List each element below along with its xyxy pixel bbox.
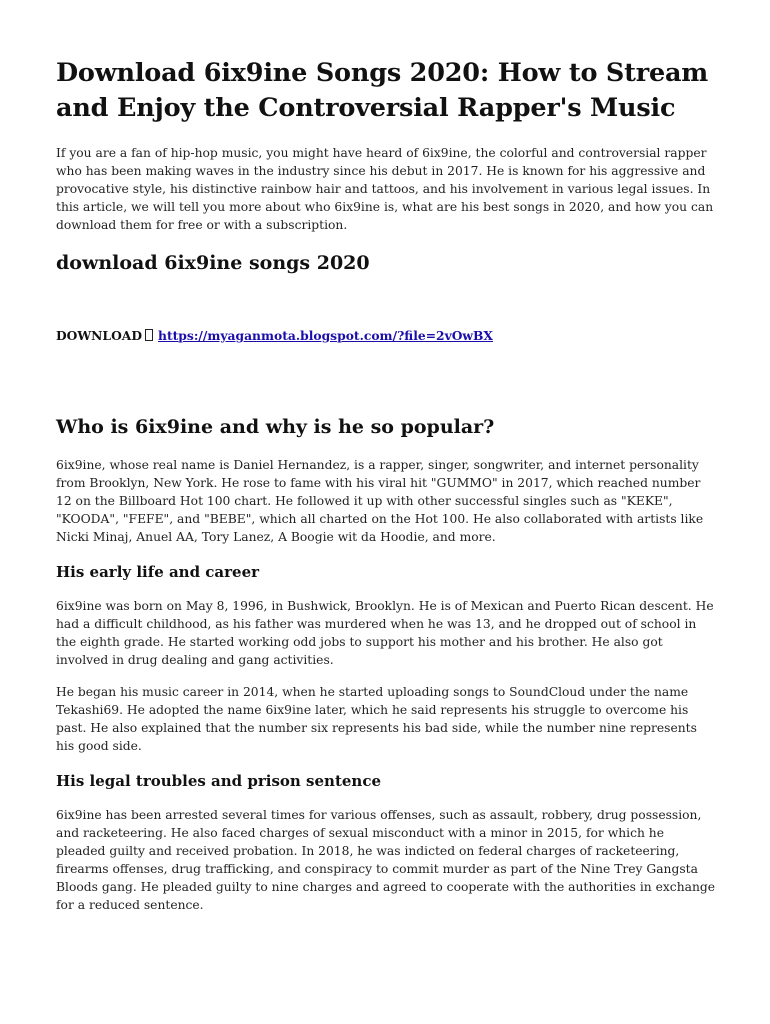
- section-heading-legal: His legal troubles and prison sentence: [56, 772, 381, 790]
- download-link[interactable]: https://myaganmota.blogspot.com/?file=2vOwBX: [158, 328, 493, 343]
- section-heading-who-is: Who is 6ix9ine and why is he so popular?: [56, 416, 495, 438]
- section-paragraph-who-is: 6ix9ine, whose real name is Daniel Hernandez, is a rapper, singer, songwriter, and internet personality from Brooklyn, New York. He rose to fame with his viral hit "GUMMO" in 2017, which reached number 12 on the Billboard Hot 100 chart. He followed it up with other successful singles such as "KEKE", "KOODA", "FEFE", and "BEBE", which all charted on the Hot 100. He also collaborated with artists like Nicki Minaj, Anuel AA, Tory Lanez, A Boogie wit da Hoodie, and more.: [56, 458, 704, 544]
- article-title: Download 6ix9ine Songs 2020: How to Stream and Enjoy the Controversial Rapper's Music: [56, 58, 709, 123]
- section-paragraph-early-life-1: 6ix9ine was born on May 8, 1996, in Bushwick, Brooklyn. He is of Mexican and Puerto Rican descent. He had a difficult childhood, as his father was murdered when he was 13, and he dropped out of school in the eighth grade. He started working odd jobs to support his mother and his brother. He also got involved in drug dealing and gang activities.: [56, 599, 714, 667]
- section-paragraph-early-life-2: He began his music career in 2014, when he started uploading songs to SoundCloud under the name Tekashi69. He adopted the name 6ix9ine later, which he said represents his struggle to overcome his past. He also explained that the number six represents his bad side, while the number nine represents his good side.: [56, 685, 697, 753]
- download-line: [56, 327, 716, 345]
- intro-paragraph: If you are a fan of hip-hop music, you might have heard of 6ix9ine, the colorful and controversial rapper who has been making waves in the industry since his debut in 2017. He is known for his aggressive and provocative style, his distinctive rainbow hair and tattoos, and his involvement in various legal issues. In this article, we will tell you more about who 6ix9ine is, what are his best songs in 2020, and how you can download them for free or with a subscription.: [56, 146, 714, 232]
- section-heading-early-life: His early life and career: [56, 563, 260, 581]
- box-glyph-icon: [145, 329, 153, 341]
- article-page: [56, 56, 716, 928]
- keyword-heading: download 6ix9ine songs 2020: [56, 252, 370, 274]
- download-label: DOWNLOAD: [56, 328, 142, 343]
- section-paragraph-legal: 6ix9ine has been arrested several times for various offenses, such as assault, robbery, drug possession, and racketeering. He also faced charges of sexual misconduct with a minor in 2015, for which he pleaded guilty and received probation. In 2018, he was indicted on federal charges of racketeering, firearms offenses, drug trafficking, and conspiracy to commit murder as part of the Nine Trey Gangsta Bloods gang. He pleaded guilty to nine charges and agreed to cooperate with the authorities in exchange for a reduced sentence.: [56, 808, 716, 912]
